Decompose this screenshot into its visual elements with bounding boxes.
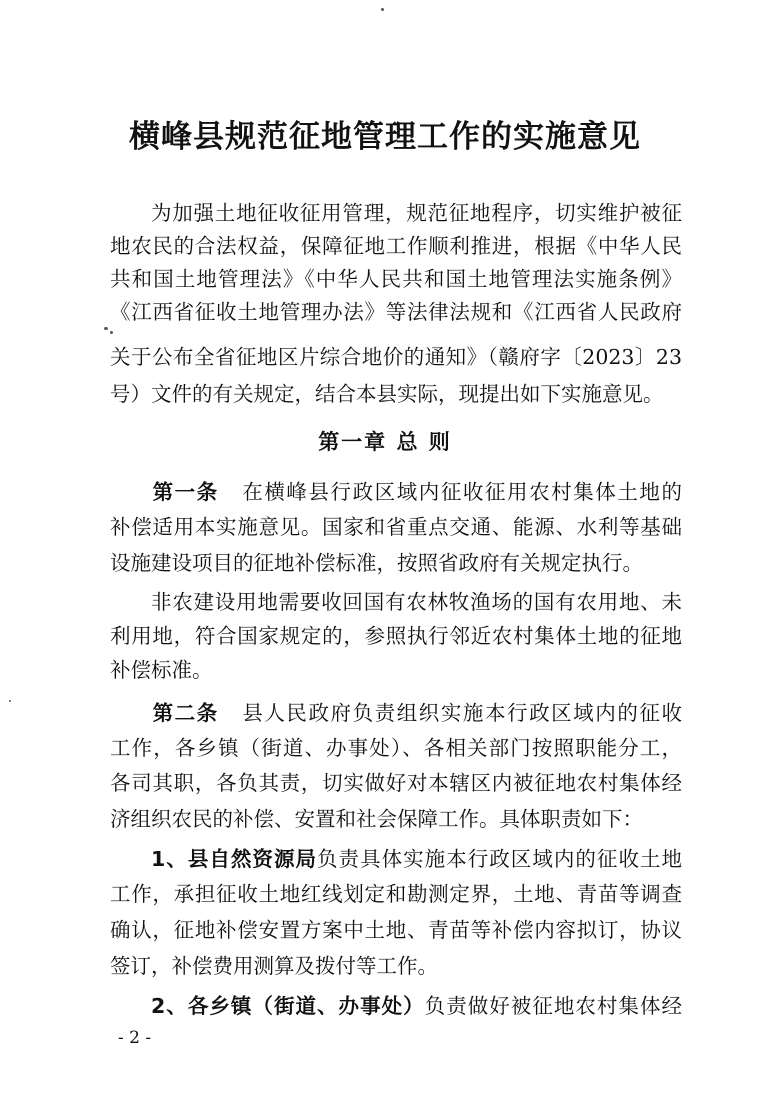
article-2-line: 工作，各乡镇（街道、办事处）、各相关部门按照职能分工，	[110, 736, 682, 760]
item-1-line: 工作，承担征收土地红线划定和勘测定界，土地、青苗等调查	[110, 882, 682, 906]
article-2-label: 第二条	[151, 701, 219, 725]
scan-speck	[9, 700, 11, 702]
page-number: - 2 -	[118, 1028, 152, 1048]
article-1-para2-line: 补偿标准。	[110, 658, 213, 682]
article-1-text: 在横峰县行政区域内征收征用农村集体土地的	[240, 480, 682, 504]
preamble-line: 为加强土地征收征用管理，规范征地程序，切实维护被征	[151, 201, 682, 225]
item-1-line: 签订，补偿费用测算及拨付等工作。	[110, 954, 438, 978]
article-1-line: 设施建设项目的征地补偿标准，按照省政府有关规定执行。	[110, 551, 643, 575]
preamble-line: 地农民的合法权益，保障征地工作顺利推进，根据《中华人民	[110, 234, 682, 258]
preamble-line: 共和国土地管理法》《中华人民共和国土地管理法实施条例》	[110, 267, 682, 291]
preamble-line: 号）文件的有关规定，结合本县实际，现提出如下实施意见。	[110, 382, 664, 406]
article-1-line: 补偿适用本实施意见。国家和省重点交通、能源、水利等基础	[110, 515, 682, 539]
item-2-first-line	[110, 993, 682, 1019]
item-1-text: 负责具体实施本行政区域内的征收土地	[317, 847, 683, 871]
item-2-text: 负责做好被征地农村集体经	[424, 994, 683, 1018]
scan-speck	[104, 327, 108, 330]
article-1-para2-line: 利用地，符合国家规定的，参照执行邻近农村集体土地的征地	[110, 624, 682, 648]
article-1-para2-line: 非农建设用地需要收回国有农林牧渔场的国有农用地、未	[151, 590, 682, 614]
article-2-line: 济组织农民的补偿、安置和社会保障工作。具体职责如下：	[110, 807, 643, 831]
article-1-first-line	[110, 479, 682, 505]
scan-speck	[110, 331, 113, 334]
item-1-first-line	[110, 846, 682, 872]
preamble-line: 关于公布全省征地区片综合地价的通知》（赣府字〔2023〕23	[110, 345, 682, 369]
article-1-label: 第一条	[151, 480, 219, 504]
item-1-line: 确认，征地补偿安置方案中土地、青苗等补偿内容拟订，协议	[110, 918, 682, 942]
preamble-line: 《江西省征收土地管理办法》等法律法规和《江西省人民政府	[110, 300, 682, 324]
article-2-first-line	[110, 700, 682, 726]
document-title: 横峰县规范征地管理工作的实施意见	[129, 119, 641, 155]
article-2-text: 县人民政府负责组织实施本行政区域内的征收	[240, 701, 682, 725]
article-2-line: 各司其职，各负其责，切实做好对本辖区内被征地农村集体经	[110, 771, 682, 795]
item-2-label: 2、各乡镇（街道、办事处）	[151, 994, 425, 1018]
item-1-label: 1、县自然资源局	[151, 847, 318, 871]
scan-speck	[381, 8, 384, 11]
chapter-heading: 第一章 总 则	[318, 430, 452, 454]
